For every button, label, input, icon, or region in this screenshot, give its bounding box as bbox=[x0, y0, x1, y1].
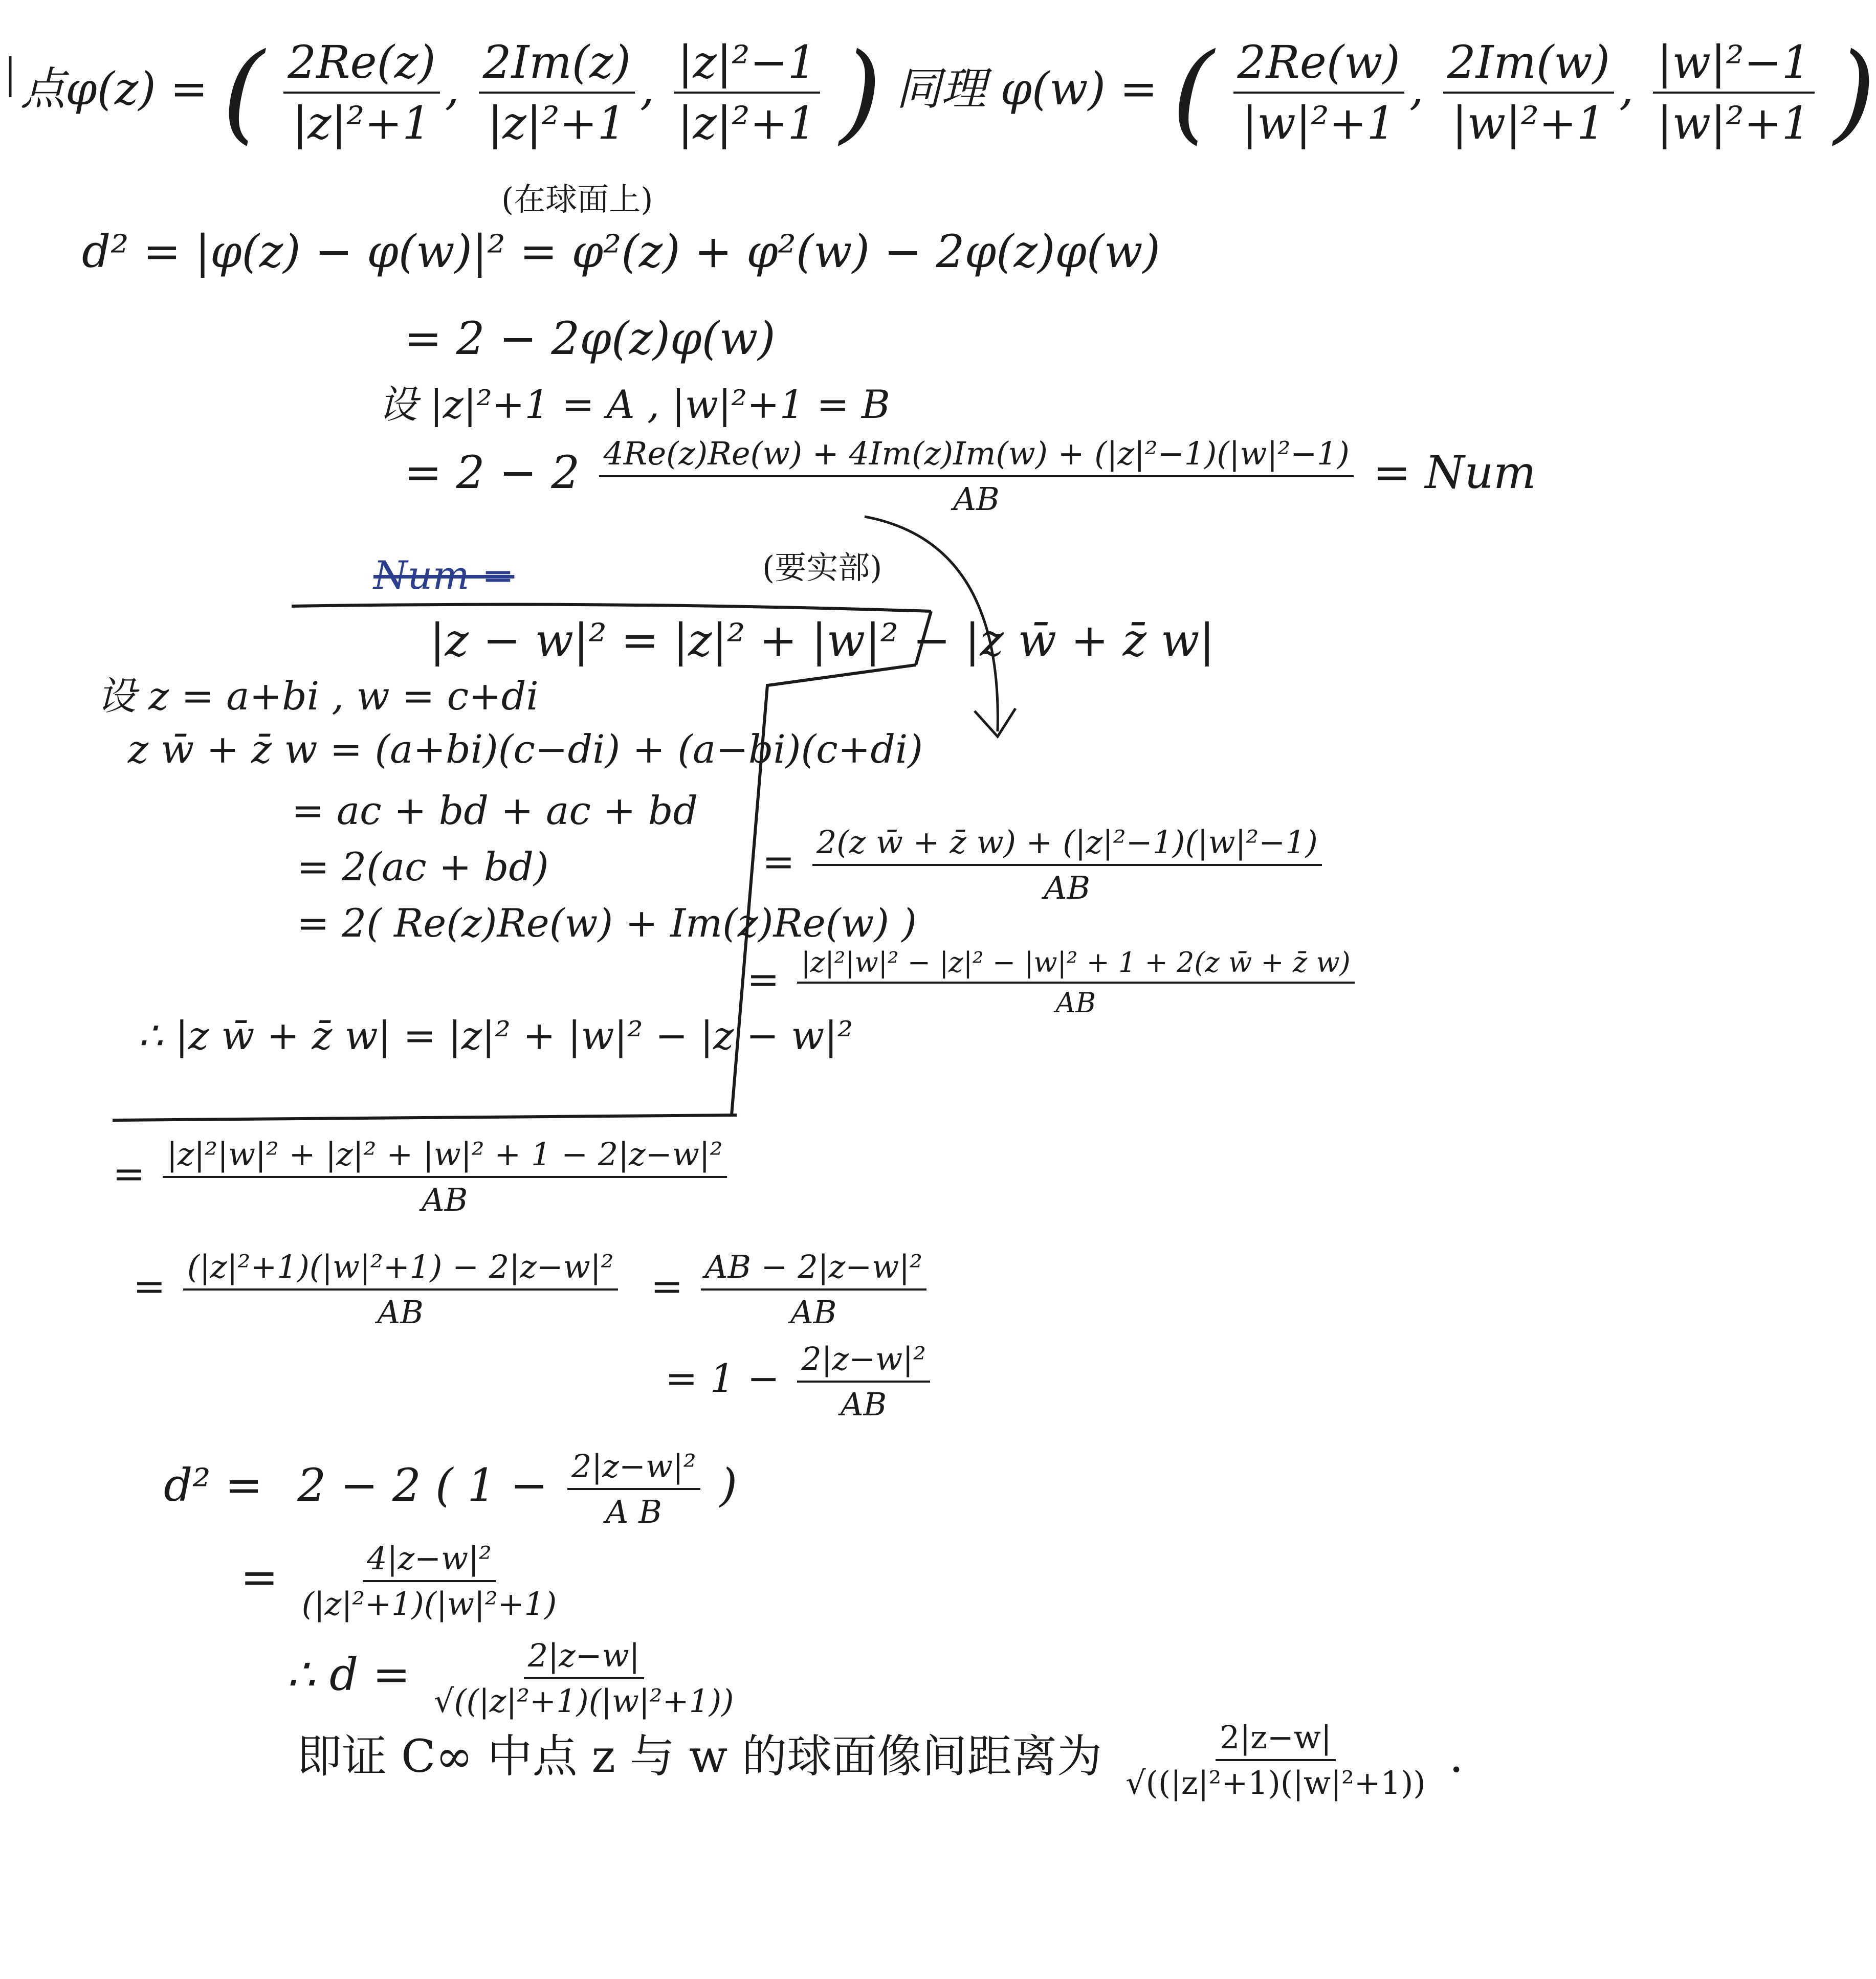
phi-w-comp3-num: |w|²−1 bbox=[1653, 36, 1815, 94]
final-d2-num: 2|z−w|² bbox=[567, 1448, 700, 1490]
right-step1-num: 2(z w̄ + z̄ w) + (|z|²−1)(|w|²−1) bbox=[812, 824, 1322, 866]
final-simplified-den: (|z|²+1)(|w|²+1) bbox=[301, 1585, 557, 1622]
phi-w-comp1-num: 2Re(w) bbox=[1233, 36, 1404, 94]
phi-w-comp3-den: |w|²+1 bbox=[1657, 97, 1811, 149]
lower-step2b-num: AB − 2|z−w|² bbox=[701, 1248, 926, 1291]
right-step1-den: AB bbox=[1044, 869, 1091, 906]
box-right-edge bbox=[916, 611, 931, 665]
final-d2-mid: 2 − 2 ( 1 − bbox=[297, 1458, 548, 1511]
box-bottom-line bbox=[113, 1115, 737, 1120]
derivation-expand: z w̄ + z̄ w = (a+bi)(c−di) + (a−bi)(c+di) bbox=[128, 726, 923, 772]
expanded-den: AB bbox=[953, 480, 1000, 518]
final-statement-text: 即证 C∞ 中点 z 与 w 的球面像间距离为 bbox=[297, 1729, 1102, 1783]
line-define-AB: 设 |z|²+1 = A , |w|²+1 = B bbox=[379, 382, 890, 427]
phi-z-comp2-den: |z|²+1 bbox=[487, 97, 626, 149]
right-step2-den: AB bbox=[1055, 987, 1096, 1019]
lower-step1: = $\frac{\text{|z|²|w|² + |z|² + |w|² + 1 − 2|z−w|²}}{AB}$ bbox=[113, 1136, 732, 1218]
phi-z-comp2-num: 2Im(z) bbox=[479, 36, 635, 94]
expanded-rhs: = Num bbox=[1373, 446, 1536, 499]
final-statement-den: √((|z|²+1)(|w|²+1)) bbox=[1125, 1764, 1426, 1802]
phi-w-comp1-den: |w|²+1 bbox=[1242, 97, 1396, 149]
final-d2-den: A B bbox=[605, 1493, 662, 1530]
phi-z-comp1-num: 2Re(z) bbox=[283, 36, 439, 94]
final-simplified-num: 4|z−w|² bbox=[363, 1540, 496, 1582]
lower-step3-den: AB bbox=[840, 1386, 887, 1423]
line-d-squared: d² = |φ(z) − φ(w)|² = φ²(z) + φ²(w) − 2φ(z)φ(w) bbox=[82, 225, 1160, 278]
derivation-step2: = 2(ac + bd) bbox=[297, 844, 549, 890]
line-simplified: = 2 − 2φ(z)φ(w) bbox=[404, 312, 776, 365]
phi-z-comp3-num: |z|²−1 bbox=[674, 36, 821, 94]
phi-w-comp2-den: |w|²+1 bbox=[1452, 97, 1605, 149]
lower-step1-den: AB bbox=[422, 1181, 468, 1218]
right-step2-num: |z|²|w|² − |z|² − |w|² + 1 + 2(z w̄ + z̄ w) bbox=[797, 946, 1355, 984]
box-top-line bbox=[292, 605, 931, 611]
phi-w-comp2-num: 2Im(w) bbox=[1443, 36, 1614, 94]
derivation-step1: = ac + bd + ac + bd bbox=[292, 788, 698, 833]
phi-z-comp1-den: |z|²+1 bbox=[292, 97, 431, 149]
derivation-let: 设 z = a+bi , w = c+di bbox=[97, 673, 539, 719]
phi-z-lhs: 点φ(z) = bbox=[20, 62, 208, 115]
final-d2-lhs: d² = bbox=[164, 1458, 263, 1511]
phi-z-comp3-den: |z|²+1 bbox=[677, 97, 816, 149]
arrow-head-icon bbox=[975, 708, 1016, 737]
expanded-lhs: = 2 − 2 bbox=[404, 446, 580, 499]
expanded-num: 4Re(z)Re(w) + 4Im(z)Im(w) + (|z|²−1)(|w|²−1) bbox=[599, 435, 1353, 477]
final-d-lhs: ∴ d = bbox=[286, 1648, 410, 1701]
final-d2-close: ) bbox=[719, 1458, 738, 1511]
final-simplified: = $\frac{\text{4|z−w|²}}{\text{(|z|²+1)(|w|²+1)}}$ bbox=[240, 1540, 566, 1622]
lower-step3-num: 2|z−w|² bbox=[797, 1340, 930, 1383]
final-d-den: √((|z|²+1)(|w|²+1)) bbox=[433, 1682, 734, 1720]
lower-step2-num: (|z|²+1)(|w|²+1) − 2|z−w|² bbox=[183, 1248, 618, 1291]
crossed-num: Num = bbox=[373, 552, 515, 598]
final-d-num: 2|z−w| bbox=[524, 1637, 644, 1679]
curved-arrow bbox=[865, 517, 998, 731]
lower-step2b-den: AB bbox=[790, 1294, 837, 1331]
line-phi-z: 点φ(z) = ( $\frac{2Re(z)}{\text{|z|²+1}}$ , $\frac{2Im(z)}{\text{|z|²+1}}$ , $\frac{\text{|z|²−1}}{\text{|z|²+1}}$ ) 同理 φ(w) = ( $\frac{2Re(w)}{\text{|w|²+1}}$ , $\frac{2Im(w)}{\text{|w|²+1}}$ , $\frac{\text{|w|²−1}}{\text{|w|²+1}}$ ) bbox=[20, 30, 1876, 155]
lower-step2-den: AB bbox=[377, 1294, 424, 1331]
derivation-conclusion: ∴ |z w̄ + z̄ w| = |z|² + |w|² − |z − w|² bbox=[138, 1013, 853, 1058]
lower-step2: = $\frac{\text{(|z|²+1)(|w|²+1) − 2|z−w|²}}{AB}$ = $\frac{\text{AB − 2|z−w|²}}{AB}$ bbox=[133, 1248, 932, 1331]
final-statement-dot: . bbox=[1449, 1729, 1464, 1783]
box-identity: |z − w|² = |z|² + |w|² − |z w̄ + z̄ w| bbox=[430, 614, 1215, 666]
note-on-sphere: (在球面上) bbox=[501, 181, 653, 218]
derivation-step3: = 2( Re(z)Re(w) + Im(z)Re(w) ) bbox=[297, 900, 917, 946]
lower-step3-lhs: = 1 − bbox=[665, 1355, 780, 1401]
box-divider-line bbox=[732, 665, 916, 1115]
right-step2: = $\frac{\text{|z|²|w|² − |z|² − |w|² + 1 + 2(z w̄ + z̄ w)}}{AB}$ bbox=[747, 946, 1360, 1019]
lower-step1-num: |z|²|w|² + |z|² + |w|² + 1 − 2|z−w|² bbox=[163, 1136, 727, 1178]
final-statement-num: 2|z−w| bbox=[1216, 1719, 1336, 1761]
right-step1: = $\frac{\text{2(z w̄ + z̄ w) + (|z|²−1)(|w|²−1)}}{AB}$ bbox=[762, 824, 1327, 906]
phi-w-lhs: 同理 φ(w) = bbox=[896, 62, 1158, 115]
note-real-part: (要实部) bbox=[762, 549, 882, 586]
